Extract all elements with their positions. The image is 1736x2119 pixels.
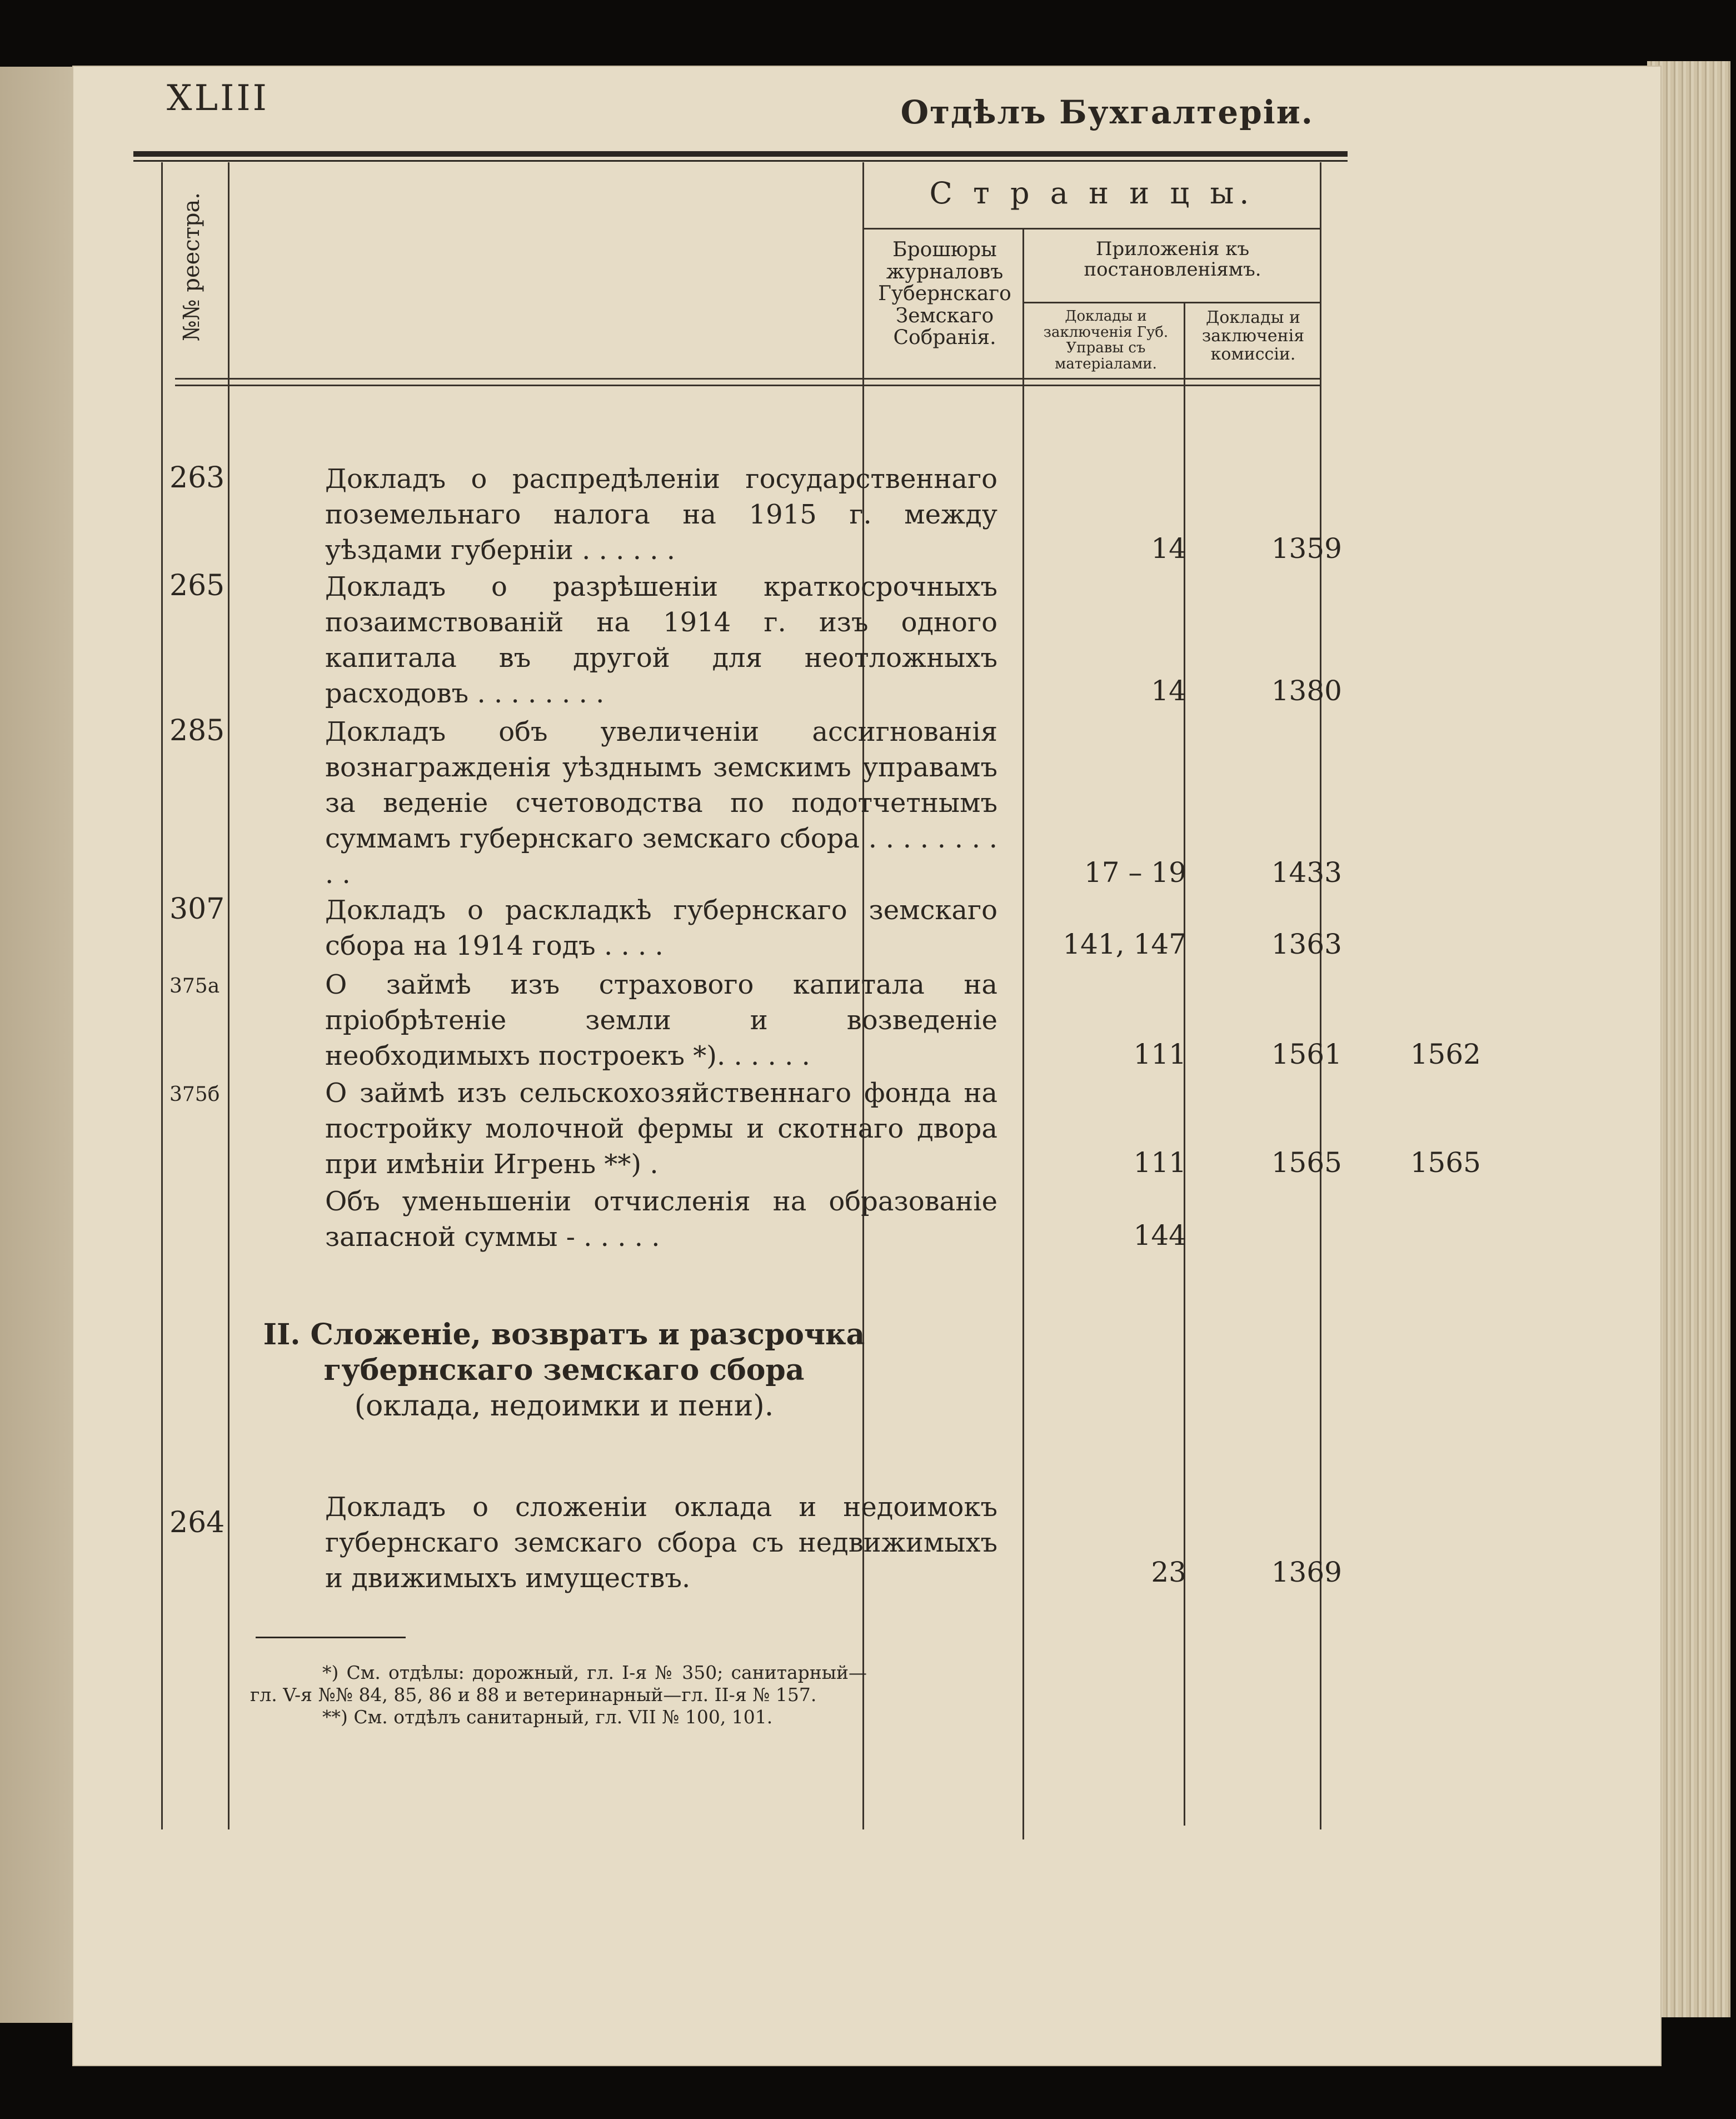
brochure-page: 14 [1151,675,1186,707]
pages-header-rule [862,228,1320,230]
registry-number: 375б [169,1083,220,1106]
brochures-header: Брошюры журналовъ Губернскаго Земскаго Собранія. [878,238,1011,350]
row-text: Докладъ о разрѣшеніи краткосрочныхъ позаимствованій на 1914 г. изъ одного капитала въ другой для неотложныхъ расходовъ . . . . . . . . [325,571,997,709]
section-subtitle: (оклада, недоимки и пени). [354,1389,774,1423]
commission-page: 1562 [1410,1038,1481,1070]
footnote: *) См. отдѣлы: дорожный, гл. I-я № 350; санитарный—гл. V-я №№ 84, 85, 86 и 88 и ветеринарный—гл. II-я № 157. [250,1662,867,1706]
col-divider-num [228,162,230,1829]
table-border-left [161,162,163,1829]
footnote: **) См. отдѣлъ санитарный, гл. VII № 100, 101. [322,1706,773,1728]
brochure-page: 144 [1133,1219,1186,1252]
registry-number: 285 [169,714,225,747]
uprava-page: 1433 [1271,856,1342,889]
section-heading [245,1317,884,1424]
header-bottom-rule [175,378,1320,380]
row-text: Докладъ объ увеличеніи ассигнованія вознагражденія уѣзднымъ земскимъ управамъ за веденіе счетоводства по подотчетнымъ суммамъ губернскаго земскаго сбора . . . . . . . . . . [325,716,997,890]
uprava-page: 1369 [1271,1556,1342,1588]
row-text: О займѣ изъ страхового капитала на пріобрѣтеніе земли и возведеніе необходимыхъ построекъ *). . . . . . [325,969,997,1071]
commission-reports-header: Доклады и заключенія комиссіи. [1201,308,1305,364]
uprava-page: 1561 [1271,1038,1342,1070]
brochure-page: 111 [1133,1038,1186,1070]
uprava-page: 1363 [1271,928,1342,960]
registry-number: 265 [169,569,225,602]
brochure-page: 23 [1151,1556,1186,1588]
row-text: Докладъ о сложеніи оклада и недоимокъ губернскаго земскаго сбора съ недвижимыхъ и движимыхъ имуществъ. [325,1492,997,1594]
header-rule-thin [133,160,1348,162]
footnotes [250,1662,867,1728]
brochure-page: 111 [1133,1146,1186,1179]
page-number: XLIII [167,78,269,119]
header-rule [133,151,1348,157]
registry-number: 307 [169,893,225,926]
running-head: Отдѣлъ Бухгалтеріи. [900,93,1314,131]
appendix-header-rule [1022,302,1320,303]
appendices-header: Приложенія къ постановленіямъ. [1084,238,1261,281]
col-divider-brochure [1022,228,1024,1839]
brochure-page: 14 [1151,532,1186,565]
header-bottom-rule-2 [175,385,1320,386]
brochure-page: 17 – 19 [1084,856,1186,889]
commission-page: 1565 [1410,1146,1481,1179]
registry-number: 263 [169,461,225,495]
row-text: О займѣ изъ сельскохозяйственнаго фонда на постройку молочной фермы и скотнаго двора при имѣніи Игрень **) . [325,1078,997,1180]
row-text: Докладъ о распредѣленіи государственнаго поземельнаго налога на 1915 г. между уѣздами губерніи . . . . . . [325,463,997,566]
registry-number: 264 [169,1506,225,1539]
registry-number: 375а [169,975,220,998]
section-title: II. Сложеніе, возвратъ и разсрочка губернскаго земскаго сбора [263,1318,865,1387]
row-text: Объ уменьшеніи отчисленія на образованіе запасной суммы - . . . . . [325,1186,997,1253]
uprava-page: 1565 [1271,1146,1342,1179]
footnote-rule [256,1637,406,1638]
pages-header: С т р а н и ц ы. [929,176,1255,211]
row-text: Докладъ о раскладкѣ губернскаго земскаго сбора на 1914 годъ . . . . [325,895,997,961]
registry-col-header: №№ реестра. [179,192,205,342]
uprava-reports-header: Доклады и заключенія Губ. Управы съ матеріалами. [1043,308,1169,372]
uprava-page: 1359 [1271,532,1342,565]
brochure-page: 141, 147 [1062,928,1186,960]
uprava-page: 1380 [1271,675,1342,707]
